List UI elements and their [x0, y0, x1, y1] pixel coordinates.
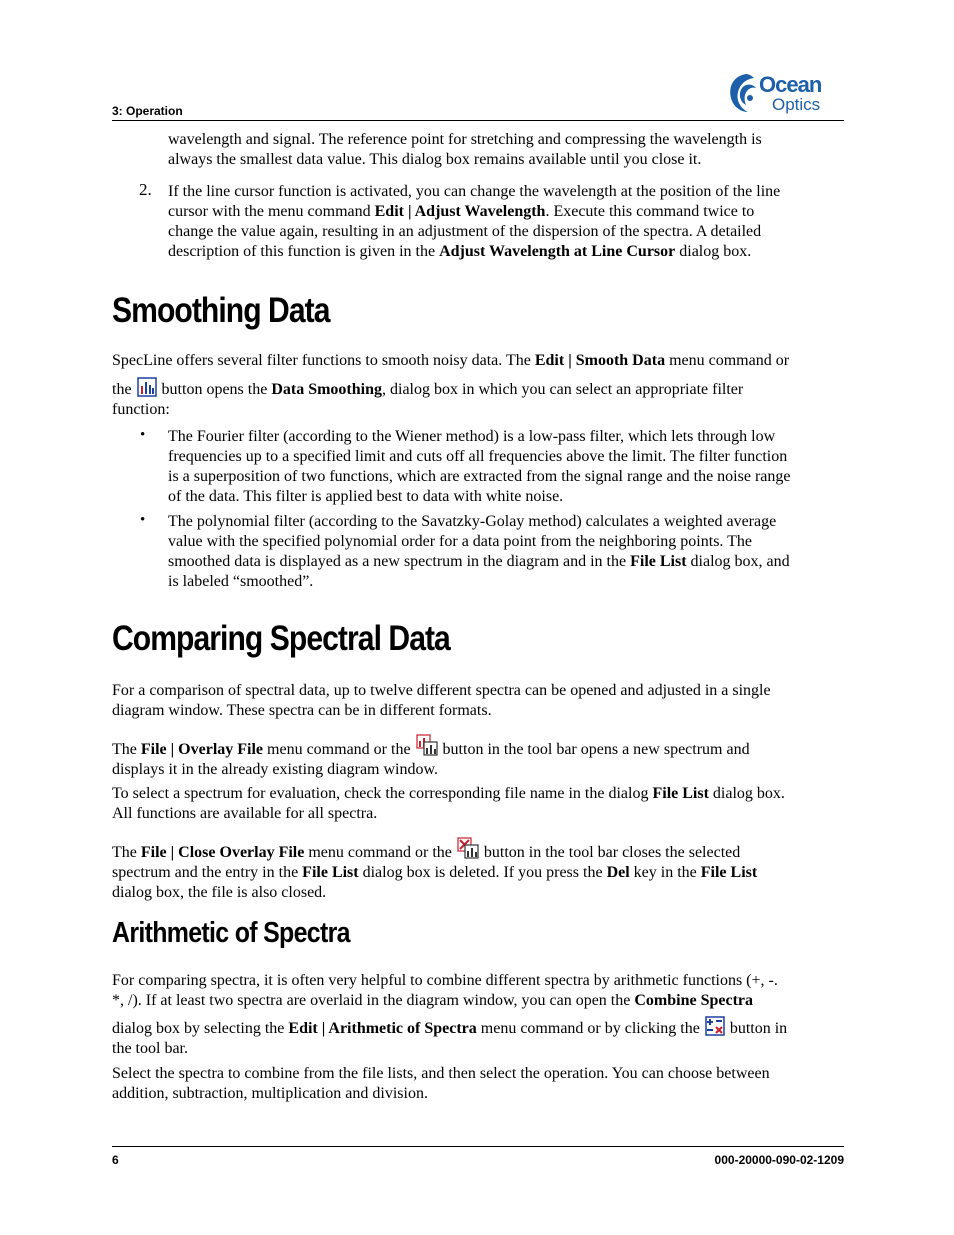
overlay-file-toolbar-icon[interactable]: [416, 734, 438, 756]
arithmetic-paragraph-1: For comparing spectra, it is often very helpful to combine different spectra by arithmetic functions (+, -. *, /). If at least two spectra are overlaid in the diagram window, you can open the Combine Spectra dialog box by selecting the Edit | Arithmetic of Spectra menu command or by clicking the button in the tool bar.: [112, 972, 788, 1057]
logo-text-optics: Optics: [772, 95, 821, 114]
comparing-paragraph-1: For a comparison of spectral data, up to twelve different spectra can be opened and adjusted in a single diagram window. These spectra can be in different formats.: [112, 682, 771, 719]
heading-arithmetic-of-spectra: Arithmetic of Spectra: [112, 917, 350, 949]
header-rule: [112, 120, 844, 121]
arithmetic-paragraph-2: Select the spectra to combine from the file lists, and then select the operation. You can choose between addition, subtraction, multiplication and division.: [112, 1065, 770, 1102]
logo-text-ocean: Ocean: [759, 72, 822, 97]
ocean-optics-logo: [726, 70, 846, 116]
close-overlay-file-toolbar-icon[interactable]: [457, 837, 479, 859]
comparing-paragraph-3: To select a spectrum for evaluation, check the corresponding file name in the dialog File List dialog box. All functions are available for all spectra.: [112, 785, 785, 822]
heading-comparing-spectral-data: Comparing Spectral Data: [112, 619, 450, 658]
arithmetic-of-spectra-toolbar-icon[interactable]: [705, 1016, 725, 1036]
comparing-paragraph-4: The File | Close Overlay File menu command or the button in the tool bar closes the selected spectrum and the entry in the File List dialog box is deleted. If you press the Del key in the File List dialog box, the file is also closed.: [112, 833, 757, 903]
bullet-polynomial: •: [140, 512, 146, 528]
fourier-filter-item: The Fourier filter (according to the Wiener method) is a low-pass filter, which lets through low frequencies up to a specified limit and cuts off all frequencies above the limit. The filter function is a superposition of two functions, which are extracted from the signal range and the noise range of the data. This filter is applied best to data with white noise.: [168, 428, 791, 505]
intro-paragraph: wavelength and signal. The reference point for stretching and compressing the wavelength is always the smallest data value. This dialog box remains available until you close it.: [168, 131, 762, 168]
footer-rule: [112, 1146, 844, 1147]
running-header-section: 3: Operation: [112, 104, 183, 118]
smoothing-paragraph: SpecLine offers several filter functions to smooth noisy data. The Edit | Smooth Data menu command or the button opens the Data Smoothing, dialog box in which you can select an appropriate filter function:: [112, 352, 790, 418]
footer-document-number: 000-20000-090-02-1209: [714, 1153, 844, 1167]
list-number-2: 2.: [139, 180, 152, 199]
footer-page-number: 6: [112, 1153, 119, 1167]
comparing-paragraph-2: The File | Overlay File menu command or the button in the tool bar opens a new spectrum and displays it in the already existing diagram window.: [112, 730, 750, 780]
heading-smoothing-data: Smoothing Data: [112, 291, 330, 330]
list-item-2: If the line cursor function is activated, you can change the wavelength at the position of the line cursor with the menu command Edit | Adjust Wavelength. Execute this command twice to change the value again, resulting in an adjustment of the dispersion of the spectra. A detailed description of this function is given in the Adjust Wavelength at Line Cursor dialog box.: [168, 183, 781, 260]
bullet-fourier: •: [140, 427, 146, 443]
smooth-data-toolbar-icon[interactable]: [137, 377, 157, 397]
polynomial-filter-item: The polynomial filter (according to the Savatzky-Golay method) calculates a weighted average value with the specified polynomial order for a data point from the neighboring points. The smoothed data is displayed as a new spectrum in the diagram and in the File List dialog box, and is labeled “smoothed”.: [168, 513, 790, 590]
